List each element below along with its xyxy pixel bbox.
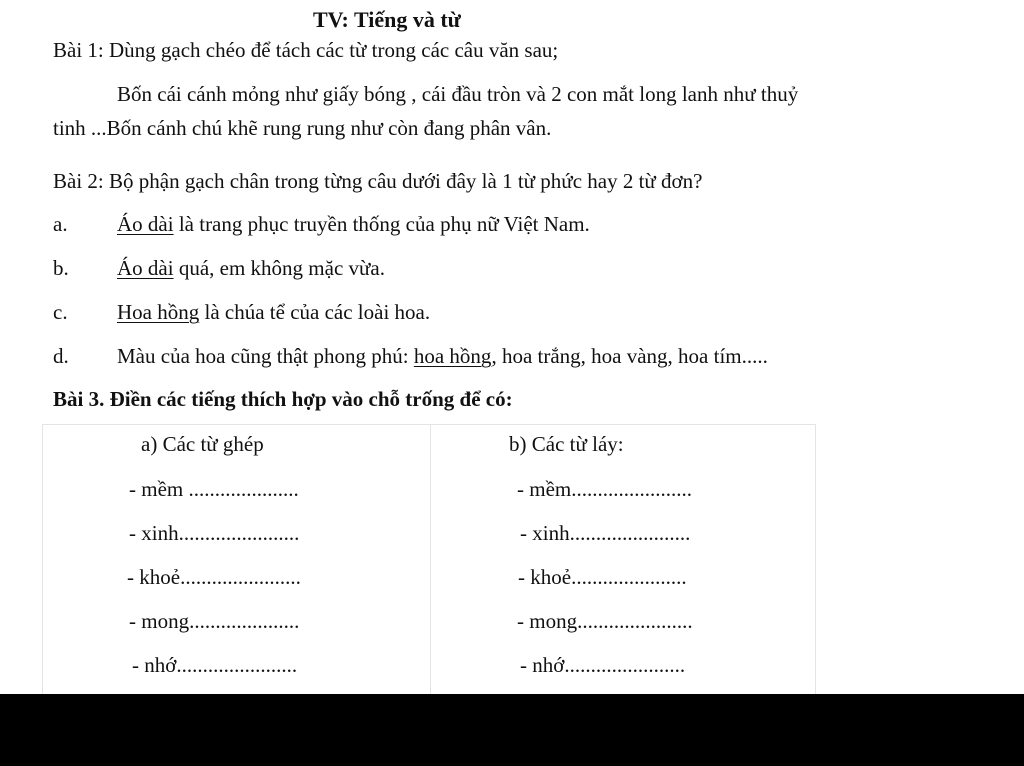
col-b-row: - khoẻ...................... — [518, 565, 687, 589]
col-a-row: - xinh....................... — [129, 521, 300, 545]
col-b-row: - mềm....................... — [517, 477, 692, 501]
col-b-header: b) Các từ láy: — [509, 432, 624, 456]
col-a-row: - nhớ....................... — [132, 653, 298, 677]
item-label: a. — [53, 212, 68, 236]
bai3-heading: Bài 3. Điền các tiếng thích hợp vào chỗ trống để có: — [53, 387, 513, 411]
col-b-row: - mong...................... — [517, 609, 693, 633]
col-b-row: - xinh....................... — [520, 521, 691, 545]
col-b-row: - nhớ....................... — [520, 653, 686, 677]
column-divider — [430, 425, 431, 694]
black-bottom-band — [0, 694, 1024, 766]
sentence-rest: là chúa tể của các loài hoa. — [199, 300, 431, 324]
underlined-phrase: Hoa hồng — [117, 300, 200, 324]
col-a-row: - mong..................... — [129, 609, 300, 633]
bai1-passage-line1: Bốn cái cánh mỏng như giấy bóng , cái đầu tròn và 2 con mắt long lanh như thuỷ — [117, 82, 799, 106]
item-label: b. — [53, 256, 69, 280]
bai1-heading: Bài 1: Dùng gạch chéo để tách các từ trong các câu văn sau; — [53, 38, 559, 62]
sentence-rest: là trang phục truyền thống của phụ nữ Việt Nam. — [173, 212, 590, 236]
sentence-pre: Màu của hoa cũng thật phong phú: — [117, 344, 414, 368]
col-a-row: - khoẻ....................... — [127, 565, 301, 589]
col-a-row: - mềm ..................... — [129, 477, 299, 501]
item-sentence — [117, 255, 385, 281]
item-sentence — [117, 343, 768, 369]
item-label: d. — [53, 344, 69, 368]
bai2-heading: Bài 2: Bộ phận gạch chân trong từng câu dưới đây là 1 từ phức hay 2 từ đơn? — [53, 169, 703, 193]
bai1-passage-line2: tinh ...Bốn cánh chú khẽ rung rung như còn đang phân vân. — [53, 116, 552, 140]
item-label: c. — [53, 300, 68, 324]
underlined-phrase: Áo dài — [117, 212, 174, 236]
underlined-phrase: hoa hồng — [413, 344, 492, 368]
sentence-rest: quá, em không mặc vừa. — [173, 256, 385, 280]
item-sentence — [117, 211, 590, 237]
col-a-header: a) Các từ ghép — [141, 432, 264, 456]
page-title: TV: Tiếng và từ — [313, 7, 461, 32]
sentence-rest: , hoa trắng, hoa vàng, hoa tím..... — [491, 344, 768, 368]
underlined-phrase: Áo dài — [117, 256, 174, 280]
item-sentence — [117, 299, 430, 325]
fill-in-table — [42, 424, 816, 694]
